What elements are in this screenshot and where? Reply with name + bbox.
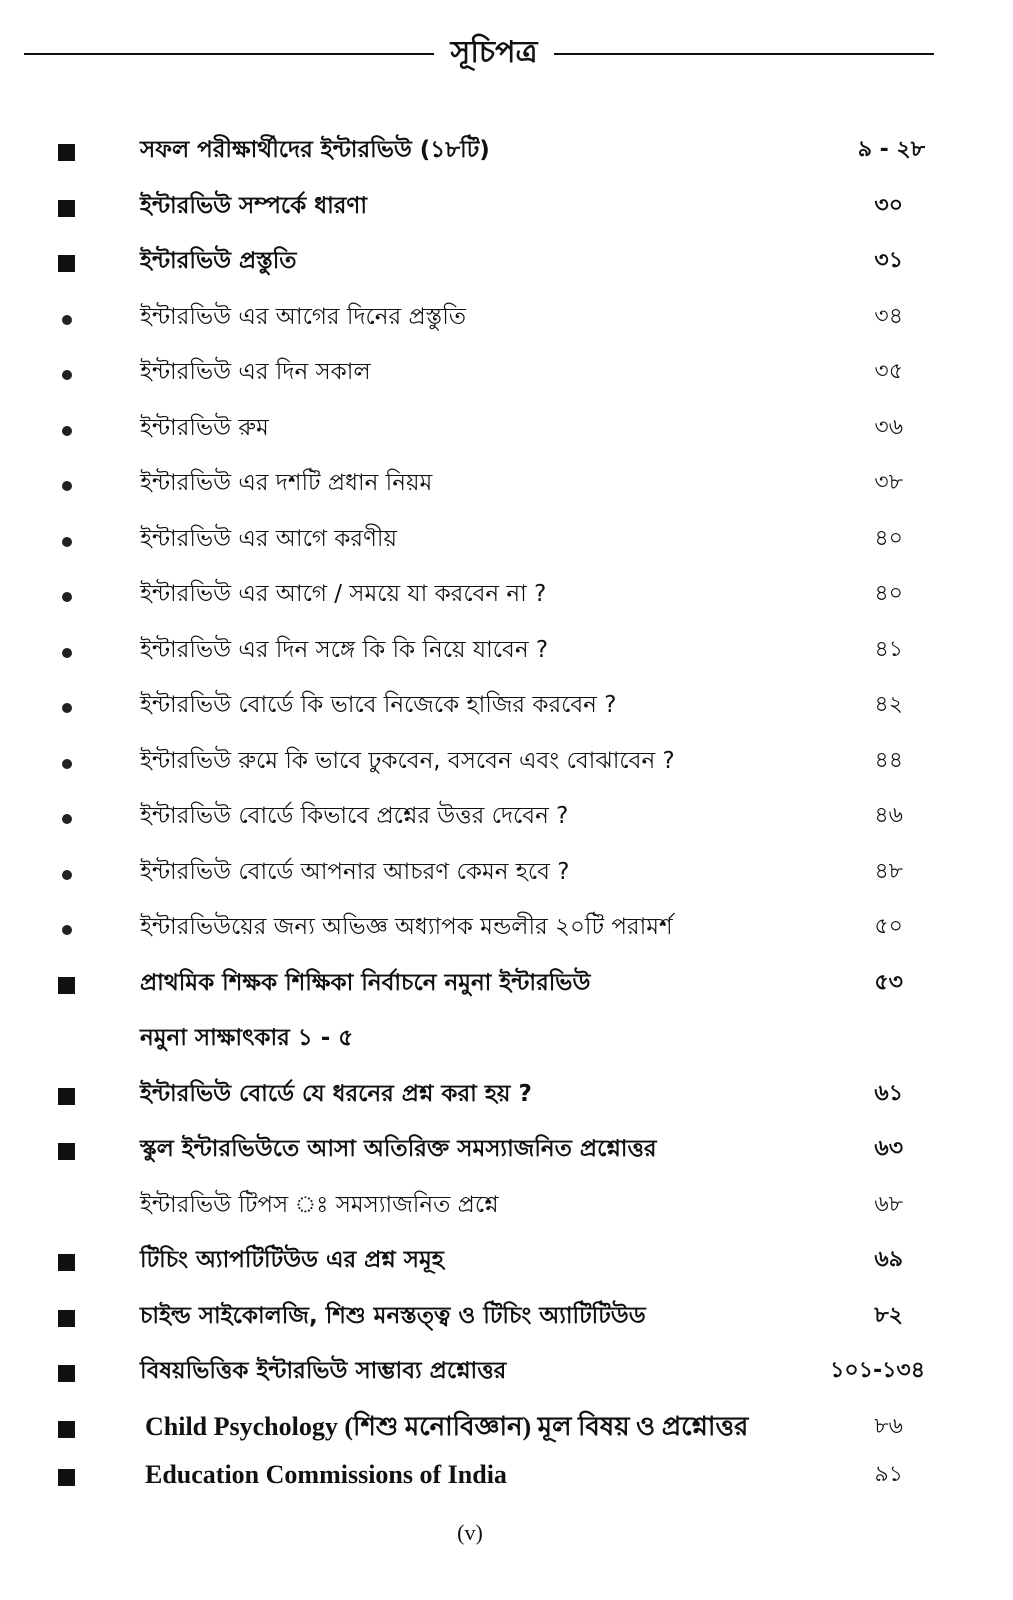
toc-entry-page: ৬৯ (874, 1247, 903, 1272)
toc-entry-page: ৯১ (874, 1461, 903, 1487)
toc-entry-label: প্রাথমিক শিক্ষক শিক্ষিকা নির্বাচনে নমুনা ইন্টারভিউ (140, 969, 591, 996)
toc-entry-page: ৪০ (874, 525, 903, 551)
toc-entry (0, 677, 1013, 733)
dot-bullet-icon (62, 592, 72, 602)
dot-bullet-icon (62, 648, 72, 658)
toc-entry-page: ৩০ (874, 192, 903, 218)
square-bullet-icon (58, 1310, 75, 1327)
toc-entry-label: ইন্টারভিউ এর দিন সকাল (140, 359, 371, 385)
toc-entry-page: ১০১-১৩৪ (830, 1358, 925, 1383)
toc-entry-label: ইন্টারভিউ প্রস্তুতি (140, 248, 297, 274)
toc-entry (0, 955, 1013, 1011)
toc-entry-page: ৮৬ (874, 1413, 903, 1439)
toc-entry-page: ৪৮ (874, 858, 903, 884)
toc-entry-page: ৬৮ (874, 1191, 903, 1217)
toc-entry-label: ইন্টারভিউ এর আগের দিনের প্রস্তুতি (140, 303, 467, 330)
toc-entry-page: ৩৬ (874, 414, 903, 440)
dot-bullet-icon (62, 814, 72, 824)
toc-entry-label: ইন্টারভিউ রুমে কি ভাবে ঢুকবেন, বসবেন এবং বোঝাবেন ? (140, 747, 675, 774)
square-bullet-icon (58, 200, 75, 217)
dot-bullet-icon (62, 370, 72, 380)
toc-entry-page: ৩৮ (874, 470, 903, 495)
toc-entry-page: ৪২ (874, 692, 903, 717)
header-rule-right (554, 53, 934, 55)
toc-entry-label: ইন্টারভিউ বোর্ডে কিভাবে প্রশ্নের উত্তর দেবেন ? (140, 803, 569, 829)
toc-entry-page: ৩৫ (874, 359, 903, 384)
toc-entry (0, 1121, 1013, 1177)
toc-entry-label: ইন্টারভিউ এর দশটি প্রধান নিয়ম (140, 470, 433, 496)
toc-entry (0, 733, 1013, 789)
dot-bullet-icon (62, 703, 72, 713)
square-bullet-icon (58, 1254, 75, 1271)
toc-entry-label: বিষয়ভিত্তিক ইন্টারভিউ সাম্ভাব্য প্রশ্নোত্তর (140, 1358, 507, 1384)
toc-entry-label: ইন্টারভিউয়ের জন্য অভিজ্ঞ অধ্যাপক মন্ডলীর ২০টি পরামর্শ (140, 914, 673, 940)
square-bullet-icon (58, 1469, 75, 1486)
toc-entry-label: ইন্টারভিউ বোর্ডে আপনার আচরণ কেমন হবে ? (140, 858, 570, 885)
toc-entry-page: ৫৩ (874, 969, 903, 995)
toc-entry (0, 178, 1013, 234)
toc-entry-page: ৩১ (874, 248, 903, 273)
page-header (24, 28, 934, 78)
toc-entry (0, 511, 1013, 567)
toc-entry (0, 122, 1013, 178)
toc-entry (0, 622, 1013, 678)
toc-entry-label: ইন্টারভিউ এর আগে / সময়ে যা করবেন না ? (140, 581, 547, 607)
toc-entry-label: স্কুল ইন্টারভিউতে আসা অতিরিক্ত সমস্যাজনিত প্রশ্নোত্তর (140, 1136, 657, 1162)
toc-entry (0, 400, 1013, 456)
toc-entry-label: টিচিং অ্যাপটিটিউড এর প্রশ্ন সমূহ (140, 1247, 444, 1273)
toc-entry-page: ৪৬ (874, 803, 903, 828)
toc-entry-page: ৮২ (874, 1302, 903, 1328)
toc-entry (0, 899, 1013, 955)
toc-entry-page: ৪৪ (874, 747, 903, 773)
toc-entry-page: ৬১ (874, 1080, 903, 1106)
square-bullet-icon (58, 144, 75, 161)
toc-entry (0, 233, 1013, 289)
toc-entry-label: ইন্টারভিউ বোর্ডে যে ধরনের প্রশ্ন করা হয় ? (140, 1080, 532, 1107)
dot-bullet-icon (62, 537, 72, 547)
dot-bullet-icon (62, 925, 72, 935)
toc-entry-label: ইন্টারভিউ রুম (140, 414, 269, 441)
dot-bullet-icon (62, 315, 72, 325)
page-title: সূচিপত্র (450, 35, 538, 70)
dot-bullet-icon (62, 481, 72, 491)
toc-entry (0, 1399, 1013, 1447)
toc-entry (0, 1343, 1013, 1399)
toc-entry (0, 1066, 1013, 1122)
toc-entry (0, 455, 1013, 511)
toc-entry (0, 1232, 1013, 1288)
dot-bullet-icon (62, 870, 72, 880)
toc-entry (0, 289, 1013, 345)
toc-entry-page: ৩৪ (874, 303, 903, 329)
dot-bullet-icon (62, 759, 72, 769)
toc-entry-label: ইন্টারভিউ বোর্ডে কি ভাবে নিজেকে হাজির করবেন ? (140, 692, 617, 718)
toc-entry (0, 788, 1013, 844)
page-number: (v) (457, 1520, 483, 1545)
toc-entry-label: সফল পরীক্ষার্থীদের ইন্টারভিউ (১৮টি) (140, 137, 490, 163)
square-bullet-icon (58, 977, 75, 994)
toc-entry (0, 344, 1013, 400)
toc-entry (0, 1447, 1013, 1495)
table-of-contents (0, 122, 1013, 1495)
toc-entry-page: ৪১ (874, 636, 903, 662)
toc-entry-label: ইন্টারভিউ সম্পর্কে ধারণা (140, 192, 367, 219)
toc-entry-label: চাইল্ড সাইকোলজি, শিশু মনস্তত্ত্ব ও টিচিং অ্যাটিটিউড (140, 1302, 646, 1329)
toc-entry-page: ৫০ (874, 914, 903, 939)
header-rule-left (24, 53, 434, 55)
toc-entry-page: ৬৩ (874, 1136, 903, 1161)
toc-entry (0, 1010, 1013, 1066)
square-bullet-icon (58, 1421, 75, 1438)
toc-entry-label: ইন্টারভিউ এর দিন সঙ্গে কি কি নিয়ে যাবেন ? (140, 636, 549, 663)
toc-entry-label: নমুনা সাক্ষাৎকার ১ - ৫ (140, 1025, 354, 1051)
toc-entry (0, 566, 1013, 622)
toc-entry-label: Child Psychology (শিশু মনোবিজ্ঞান) মূল বিষয় ও প্রশ্নোত্তর (145, 1411, 749, 1441)
toc-entry-label: ইন্টারভিউ এর আগে করণীয় (140, 525, 398, 552)
square-bullet-icon (58, 1143, 75, 1160)
square-bullet-icon (58, 1088, 75, 1105)
toc-entry-label: Education Commissions of India (145, 1459, 507, 1489)
toc-entry-page: ৪০ (874, 581, 903, 606)
dot-bullet-icon (62, 426, 72, 436)
square-bullet-icon (58, 255, 75, 272)
toc-entry-label: ইন্টারভিউ টিপস ঃ সমস্যাজনিত প্রশ্নে (140, 1191, 499, 1218)
toc-entry (0, 1288, 1013, 1344)
toc-entry (0, 844, 1013, 900)
toc-entry (0, 1177, 1013, 1233)
square-bullet-icon (58, 1365, 75, 1382)
toc-entry-page: ৯ - ২৮ (857, 137, 925, 162)
